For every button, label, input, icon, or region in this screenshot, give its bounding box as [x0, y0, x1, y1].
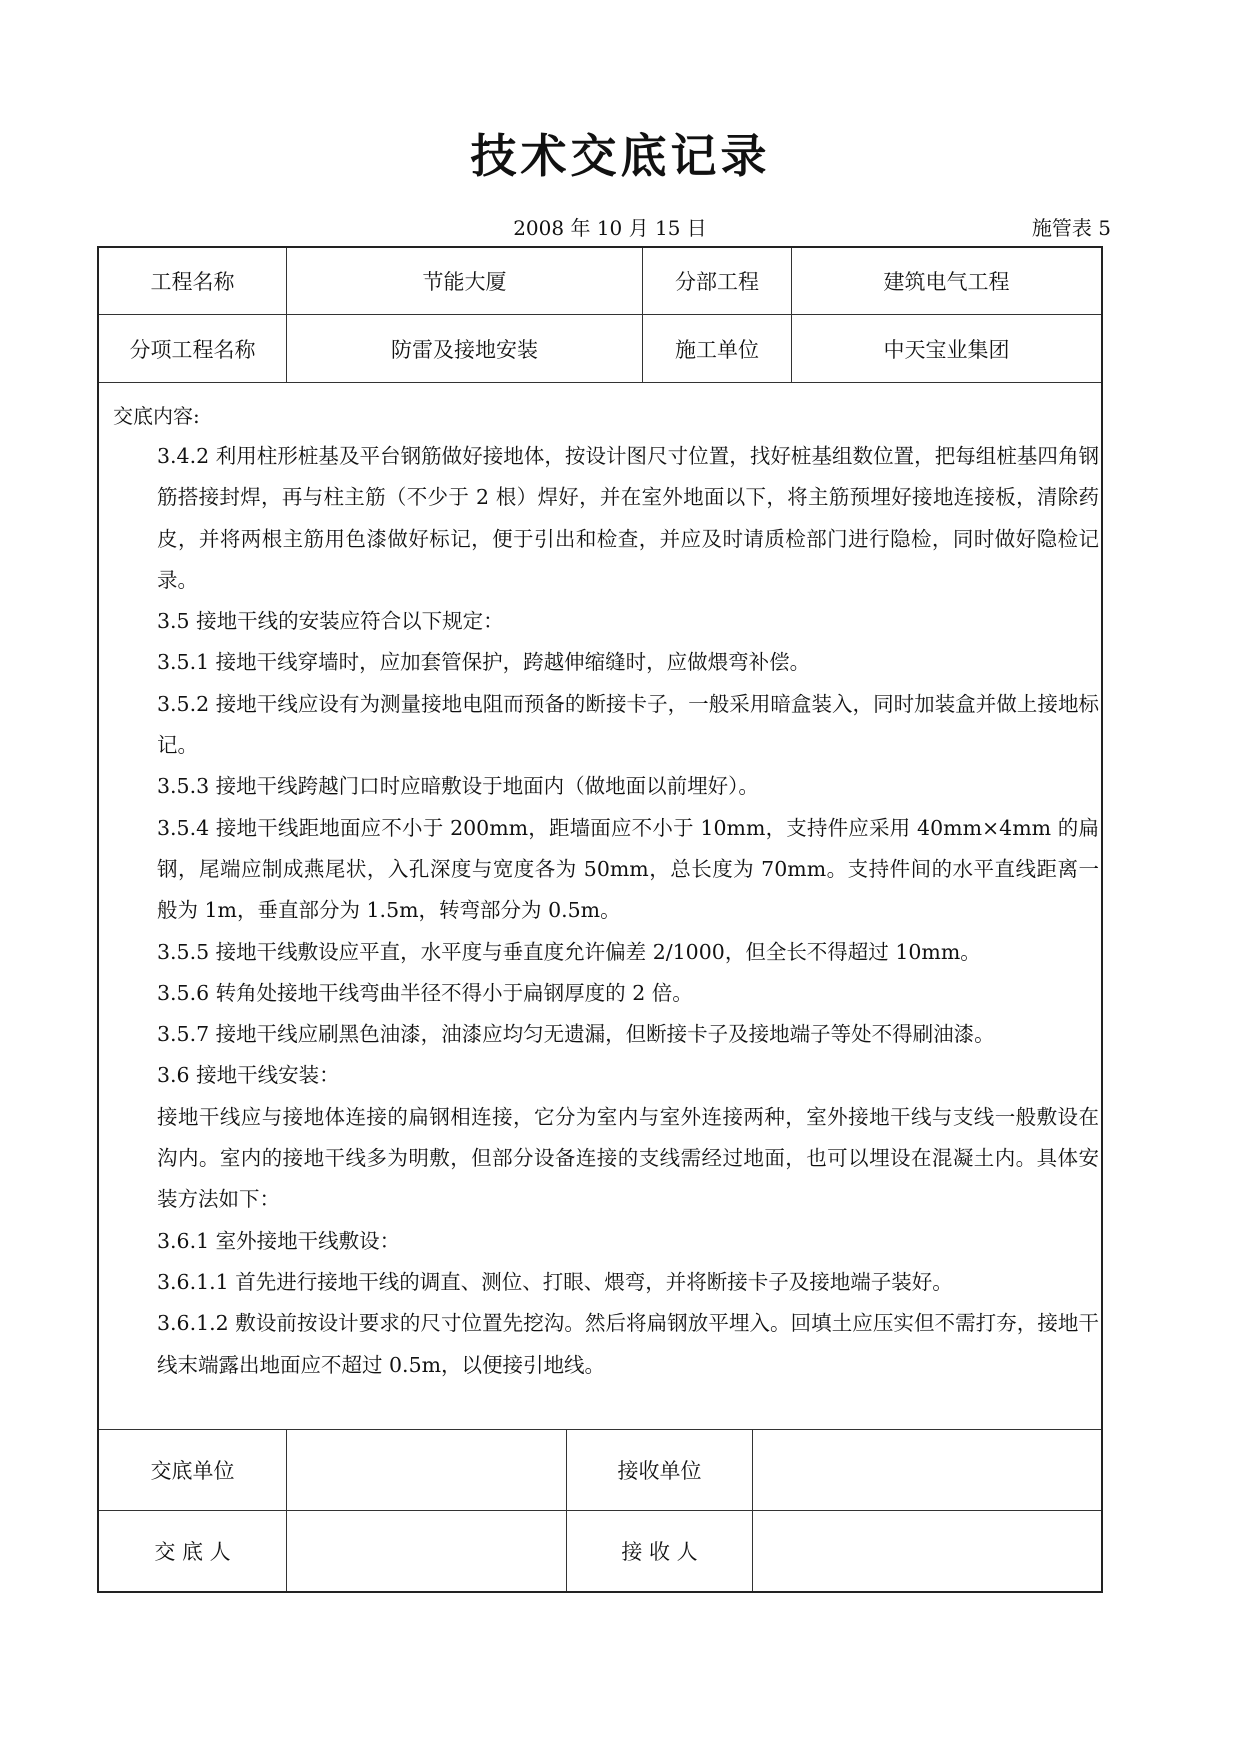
- content-paragraph: 3.5.5 接地干线敷设应平直，水平度与垂直度允许偏差 2/1000，但全长不得超过 10mm。: [157, 939, 981, 964]
- subitem-value: 防雷及接地安装: [391, 337, 538, 362]
- document-date: 2008 年 10 月 15 日: [513, 216, 707, 240]
- project-name-label: 工程名称: [150, 270, 235, 294]
- issuer-unit-field[interactable]: [287, 1430, 566, 1510]
- receiver-person-label: 接 收 人: [621, 1540, 698, 1564]
- receiver-person-field[interactable]: [753, 1511, 1101, 1591]
- content-body: [157, 436, 1099, 1386]
- issuer-person-label: 交 底 人: [154, 1540, 231, 1564]
- receiver-unit-field[interactable]: [753, 1430, 1101, 1510]
- row-divider: [99, 382, 1101, 383]
- content-paragraph: 3.5.1 接地干线穿墙时，应加套管保护，跨越伸缩缝时，应做煨弯补偿。: [157, 650, 811, 675]
- record-table: [97, 246, 1103, 1593]
- content-paragraph: 3.5.6 转角处接地干线弯曲半径不得小于扁钢厚度的 2 倍。: [157, 980, 693, 1005]
- document-title: 技术交底记录: [470, 129, 771, 183]
- subitem-label: 分项工程名称: [129, 337, 256, 362]
- content-paragraph: 3.6.1.2 敷设前按设计要求的尺寸位置先挖沟。然后将扁钢放平埋入。回填土应压实但不需打夯，接地干线末端露出地面应不超过 0.5m，以便接引地线。: [157, 1311, 1099, 1377]
- division-value: 建筑电气工程: [883, 270, 1010, 294]
- content-paragraph: 3.6.1.1 首先进行接地干线的调直、测位、打眼、煨弯，并将断接卡子及接地端子装好。: [157, 1269, 953, 1294]
- form-number: 施管表 5: [1031, 216, 1111, 240]
- project-name-value: 节能大厦: [422, 270, 507, 294]
- content-paragraph: 3.5.4 接地干线距地面应不小于 200mm，距墙面应不小于 10mm，支持件应采用 40mm×4mm 的扁钢，尾端应制成燕尾状，入孔深度与宽度各为 50mm，总长度为 70mm。支持件间的水平直线距离一般为 1m，垂直部分为 1.5m，转弯部分为 0.5m。: [157, 815, 1099, 923]
- issuer-unit-label: 交底单位: [150, 1459, 235, 1483]
- content-paragraph: 3.4.2 利用柱形桩基及平台钢筋做好接地体，按设计图尺寸位置，找好桩基组数位置，把每组桩基四角钢筋搭接封焊，再与柱主筋（不少于 2 根）焊好，并在室外地面以下，将主筋预埋好接地连接板，清除药皮，并将两根主筋用色漆做好标记，便于引出和检查，并应及时请质检部门进行隐检，同时做好隐检记录。: [157, 444, 1099, 592]
- content-paragraph: 3.5.2 接地干线应设有为测量接地电阻而预备的断接卡子，一般采用暗盒装入，同时加装盒并做上接地标记。: [157, 691, 1099, 758]
- content-paragraph: 3.5.7 接地干线应刷黑色油漆，油漆应均匀无遗漏，但断接卡子及接地端子等处不得刷油漆。: [157, 1022, 995, 1047]
- content-label: 交底内容:: [113, 404, 200, 428]
- content-paragraph: 接地干线应与接地体连接的扁钢相连接，它分为室内与室外连接两种，室外接地干线与支线一般敷设在沟内。室内的接地干线多为明敷，但部分设备连接的支线需经过地面，也可以埋设在混凝土内。具体安装方法如下：: [157, 1104, 1099, 1212]
- issuer-person-field[interactable]: [287, 1511, 566, 1591]
- contractor-label: 施工单位: [675, 337, 759, 362]
- receiver-unit-label: 接收单位: [617, 1459, 702, 1483]
- content-paragraph: 3.6.1 室外接地干线敷设：: [157, 1228, 401, 1253]
- content-paragraph: 3.5.3 接地干线跨越门口时应暗敷设于地面内（做地面以前埋好）。: [157, 774, 759, 799]
- contractor-value: 中天宝业集团: [883, 337, 1010, 362]
- content-paragraph: 3.5 接地干线的安装应符合以下规定：: [157, 609, 504, 634]
- content-paragraph: 3.6 接地干线安装：: [157, 1063, 340, 1088]
- division-label: 分部工程: [675, 270, 759, 294]
